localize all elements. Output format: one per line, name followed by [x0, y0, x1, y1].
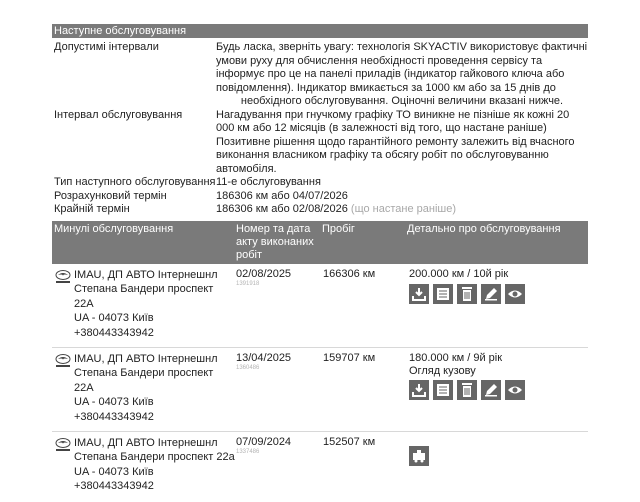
dealer-line: Степана Бандери проспект 22а: [74, 451, 235, 463]
plan-line: 180.000 км / 9й рік: [409, 351, 503, 364]
mazda-logo-icon: [54, 270, 72, 284]
service-row: [52, 264, 588, 348]
next-type-value: 11-е обслуговування: [216, 176, 321, 188]
deadline-row: [52, 203, 588, 217]
plan-line: Огляд кузову: [409, 364, 476, 377]
text-line: автомобіля.: [216, 162, 277, 175]
dealer-line: UA - 04073 Київ: [74, 465, 154, 478]
document-icon[interactable]: [433, 284, 453, 304]
dealer-line: UA - 04073 Київ: [74, 312, 154, 324]
dealer-info: [74, 268, 234, 341]
dealer-line: Степана Бандери проспект: [74, 367, 214, 379]
col-mileage: Пробіг: [322, 222, 355, 235]
next-service-header: Наступне обслуговування: [52, 24, 588, 38]
deadline-note: (що настане раніше): [350, 203, 457, 215]
dealer-line: Степана Бандери проспект: [74, 283, 214, 295]
next-type-row: [52, 176, 588, 190]
dealer-line: IMAU, ДП АВТО Інтернешнл: [74, 352, 218, 365]
service-date: 13/04/2025: [236, 351, 292, 364]
dealer-info: [74, 352, 234, 425]
service-panel: [52, 24, 588, 502]
service-mileage: 152507 км: [323, 435, 376, 448]
dealer-info: [74, 436, 259, 494]
download-icon[interactable]: [409, 380, 429, 400]
estimated-row: [52, 190, 588, 204]
view-icon[interactable]: [505, 284, 525, 304]
plan-line: 200.000 км / 10й рік: [409, 267, 509, 280]
col-past-services: Минулі обслуговування: [54, 222, 174, 235]
text-line: Нагадування при гнучкому графіку ТО виникне не пізніше як кожні 20: [216, 108, 570, 121]
text-line: інформує про це на панелі приладів (індикатор гайкового ключа або: [216, 68, 565, 80]
text-line: необхідного обслуговування. Оціночні величини вказані нижче.: [240, 95, 564, 107]
dealer-line: IMAU, ДП АВТО Інтернешнл: [74, 436, 218, 449]
text-line: повідомлення). Індикатор вмикається за 1000 км або за 15 днів до: [216, 81, 556, 94]
text-line: Будь ласка, зверніть увагу: технологія SKYACTIV використовує фактичні: [216, 41, 588, 53]
col-act-date-line: робіт: [236, 248, 263, 261]
allowed-intervals-row: [52, 41, 588, 109]
estimated-value: 186306 км або 04/07/2026: [216, 189, 348, 202]
dealer-line: 22А: [74, 381, 94, 394]
action-icons: [409, 446, 429, 466]
mazda-logo-icon: [54, 438, 72, 452]
delete-icon[interactable]: [457, 284, 477, 304]
service-row: [52, 432, 588, 502]
deadline-value-wrap: [216, 203, 588, 217]
act-number: 1337486: [236, 448, 260, 455]
text-line: 000 км або 12 місяців (в залежності від того, що настане раніше): [216, 122, 547, 134]
repair-icon[interactable]: [409, 446, 429, 466]
view-icon[interactable]: [505, 380, 525, 400]
action-icons: [409, 380, 525, 400]
estimated-label: Розрахунковий термін: [54, 189, 167, 202]
edit-icon[interactable]: [481, 380, 501, 400]
edit-icon[interactable]: [481, 284, 501, 304]
col-details: Детально про обслуговування: [407, 222, 561, 235]
history-table-header: [52, 221, 588, 264]
text-line: умови руху для обчислення необхідності проведення сервісу та: [216, 54, 543, 67]
allowed-intervals-text: [216, 41, 588, 109]
dealer-line: 22А: [74, 297, 94, 310]
deadline-label: Крайній термін: [54, 203, 130, 215]
service-mileage: 166306 км: [323, 267, 376, 280]
service-interval-text: [216, 109, 588, 177]
service-row: [52, 348, 588, 432]
service-plan: [409, 352, 502, 378]
col-act-date-line: Номер та дата: [236, 222, 311, 235]
dealer-line: IMAU, ДП АВТО Інтернешнл: [74, 268, 218, 281]
service-date: 02/08/2025: [236, 267, 292, 280]
act-number: 1360486: [236, 364, 260, 371]
service-mileage: 159707 км: [323, 351, 376, 364]
service-date: 07/09/2024: [236, 435, 292, 448]
col-act-date: [236, 223, 314, 262]
download-icon[interactable]: [409, 284, 429, 304]
text-line: Позитивне рішення щодо гарантійного ремонту залежить від вчасного: [216, 135, 575, 148]
service-interval-label: Інтервал обслуговування: [54, 108, 183, 121]
dealer-line: +380443343942: [74, 326, 154, 339]
act-number: 1391918: [236, 280, 260, 287]
col-act-date-line: акту виконаних: [236, 235, 314, 248]
next-type-label: Тип наступного обслуговування: [54, 176, 216, 188]
mazda-logo-icon: [54, 354, 72, 368]
action-icons: [409, 284, 525, 304]
dealer-line: +380443343942: [74, 410, 154, 423]
delete-icon[interactable]: [457, 380, 477, 400]
service-plan: [409, 268, 508, 281]
document-icon[interactable]: [433, 380, 453, 400]
deadline-value: 186306 км або 02/08/2026: [216, 203, 348, 215]
allowed-intervals-label: Допустимі інтервали: [54, 41, 159, 53]
dealer-line: UA - 04073 Київ: [74, 396, 154, 408]
service-interval-row: [52, 109, 588, 177]
dealer-line: +380443343942: [74, 480, 154, 492]
text-line: виконання власником графіку та обсягу робіт по обслуговуванню: [216, 149, 549, 161]
